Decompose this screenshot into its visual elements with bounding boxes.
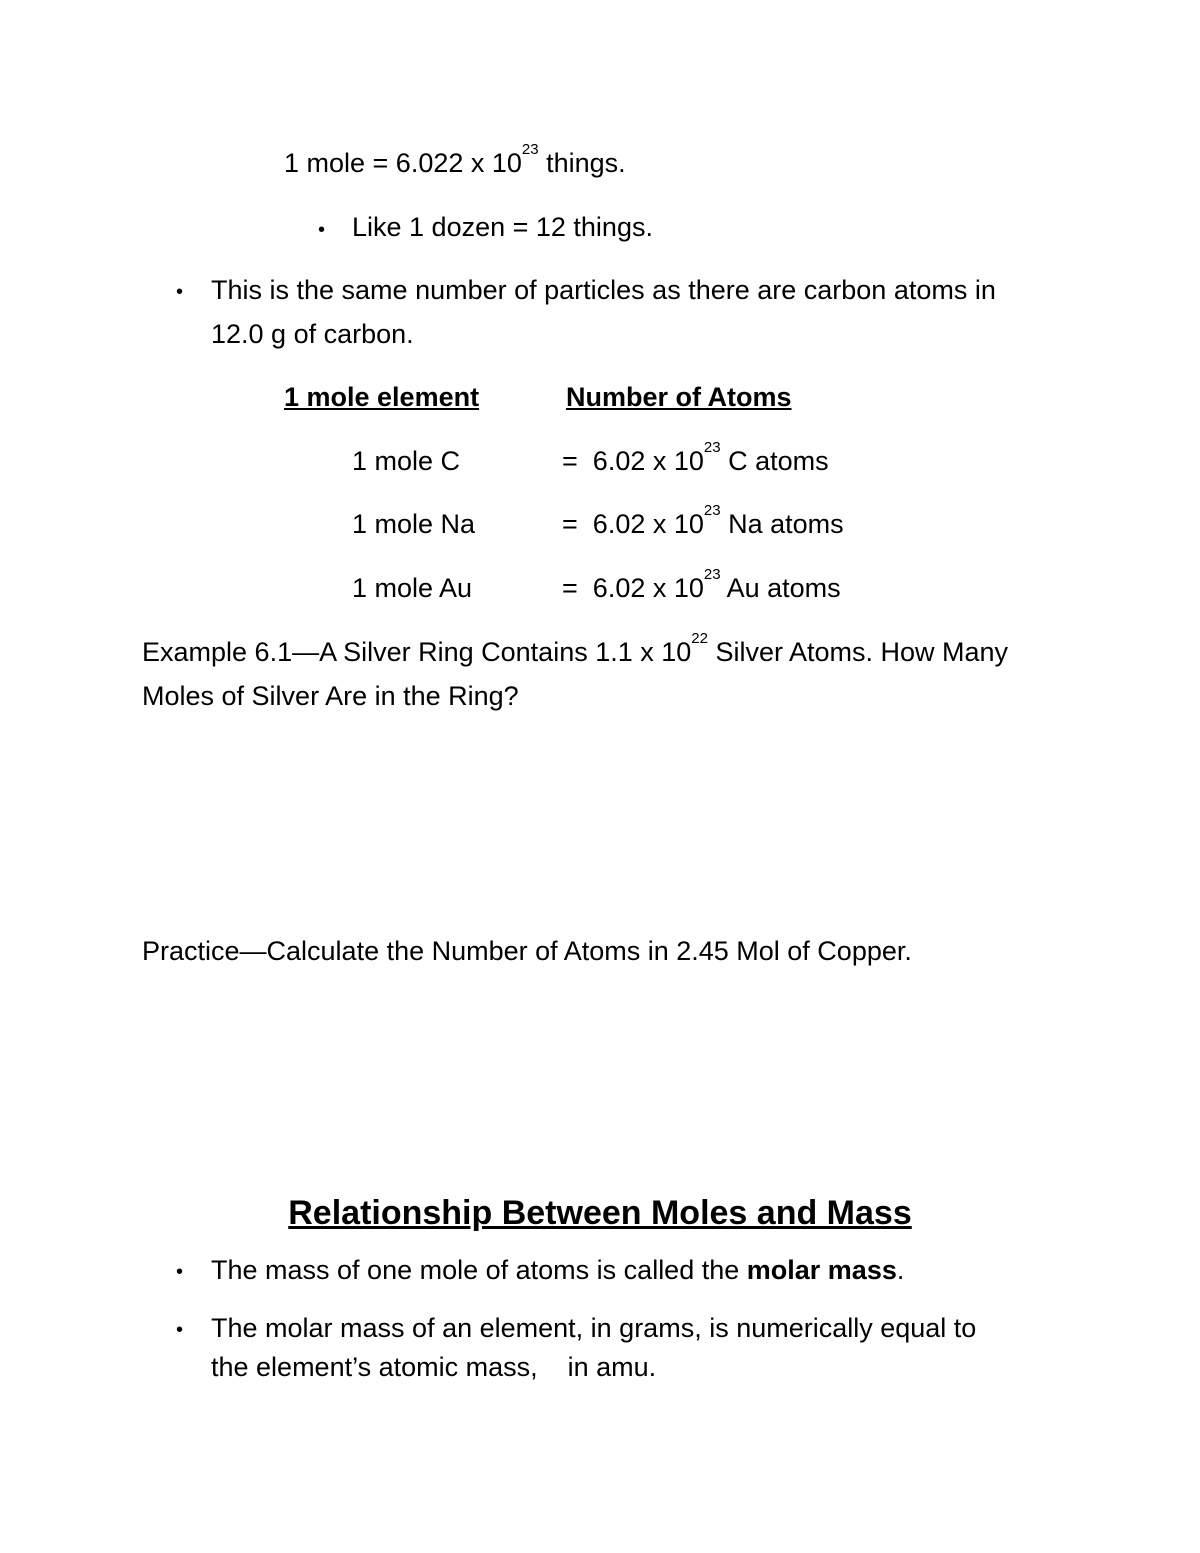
bullet-numeric-text-line2: the element’s atomic mass, in amu. [211, 1352, 657, 1382]
mole-definition: 1 mole = 6.022 x $10^{23}$ things. [284, 141, 626, 178]
table-row-left: 1 mole Au [352, 573, 473, 603]
example-question-line1: Example 6.1—A Silver Ring Contains 1.1 x $10^{22}$ Silver Atoms. How Many [142, 630, 1009, 667]
bullet-dot: • [176, 1261, 184, 1283]
table-row-right: = 6.02 x $10^{23}$ Au atoms [562, 566, 841, 603]
example-question-line2: Moles of Silver Are in the Ring? [142, 681, 519, 711]
table-header-element: 1 mole element [284, 382, 480, 412]
bullet-numeric-text-line1: The molar mass of an element, in grams, is numerically equal to [211, 1313, 977, 1343]
table-row-left: 1 mole C [352, 446, 461, 476]
table-row-right: = 6.02 x $10^{23}$ Na atoms [562, 502, 844, 539]
section-title: Relationship Between Moles and Mass [288, 1194, 912, 1232]
bullet-dot: • [318, 219, 326, 241]
bullet-same-text-line2: 12.0 g of carbon. [211, 319, 414, 349]
table-header-atoms: Number of Atoms [566, 382, 792, 412]
bullet-dozen-text: Like 1 dozen = 12 things. [352, 212, 653, 242]
bullet-dot: • [176, 281, 184, 303]
practice-question: Practice—Calculate the Number of Atoms in 2.45 Mol of Copper. [142, 936, 912, 966]
bullet-dot: • [176, 1319, 184, 1341]
table-row-left: 1 mole Na [352, 509, 476, 539]
bullet-same-text-line1: This is the same number of particles as there are carbon atoms in [211, 275, 996, 305]
table-row-right: = 6.02 x $10^{23}$ C atoms [562, 439, 829, 476]
bullet-molar-text: The mass of one mole of atoms is called the molar mass. [211, 1255, 905, 1285]
